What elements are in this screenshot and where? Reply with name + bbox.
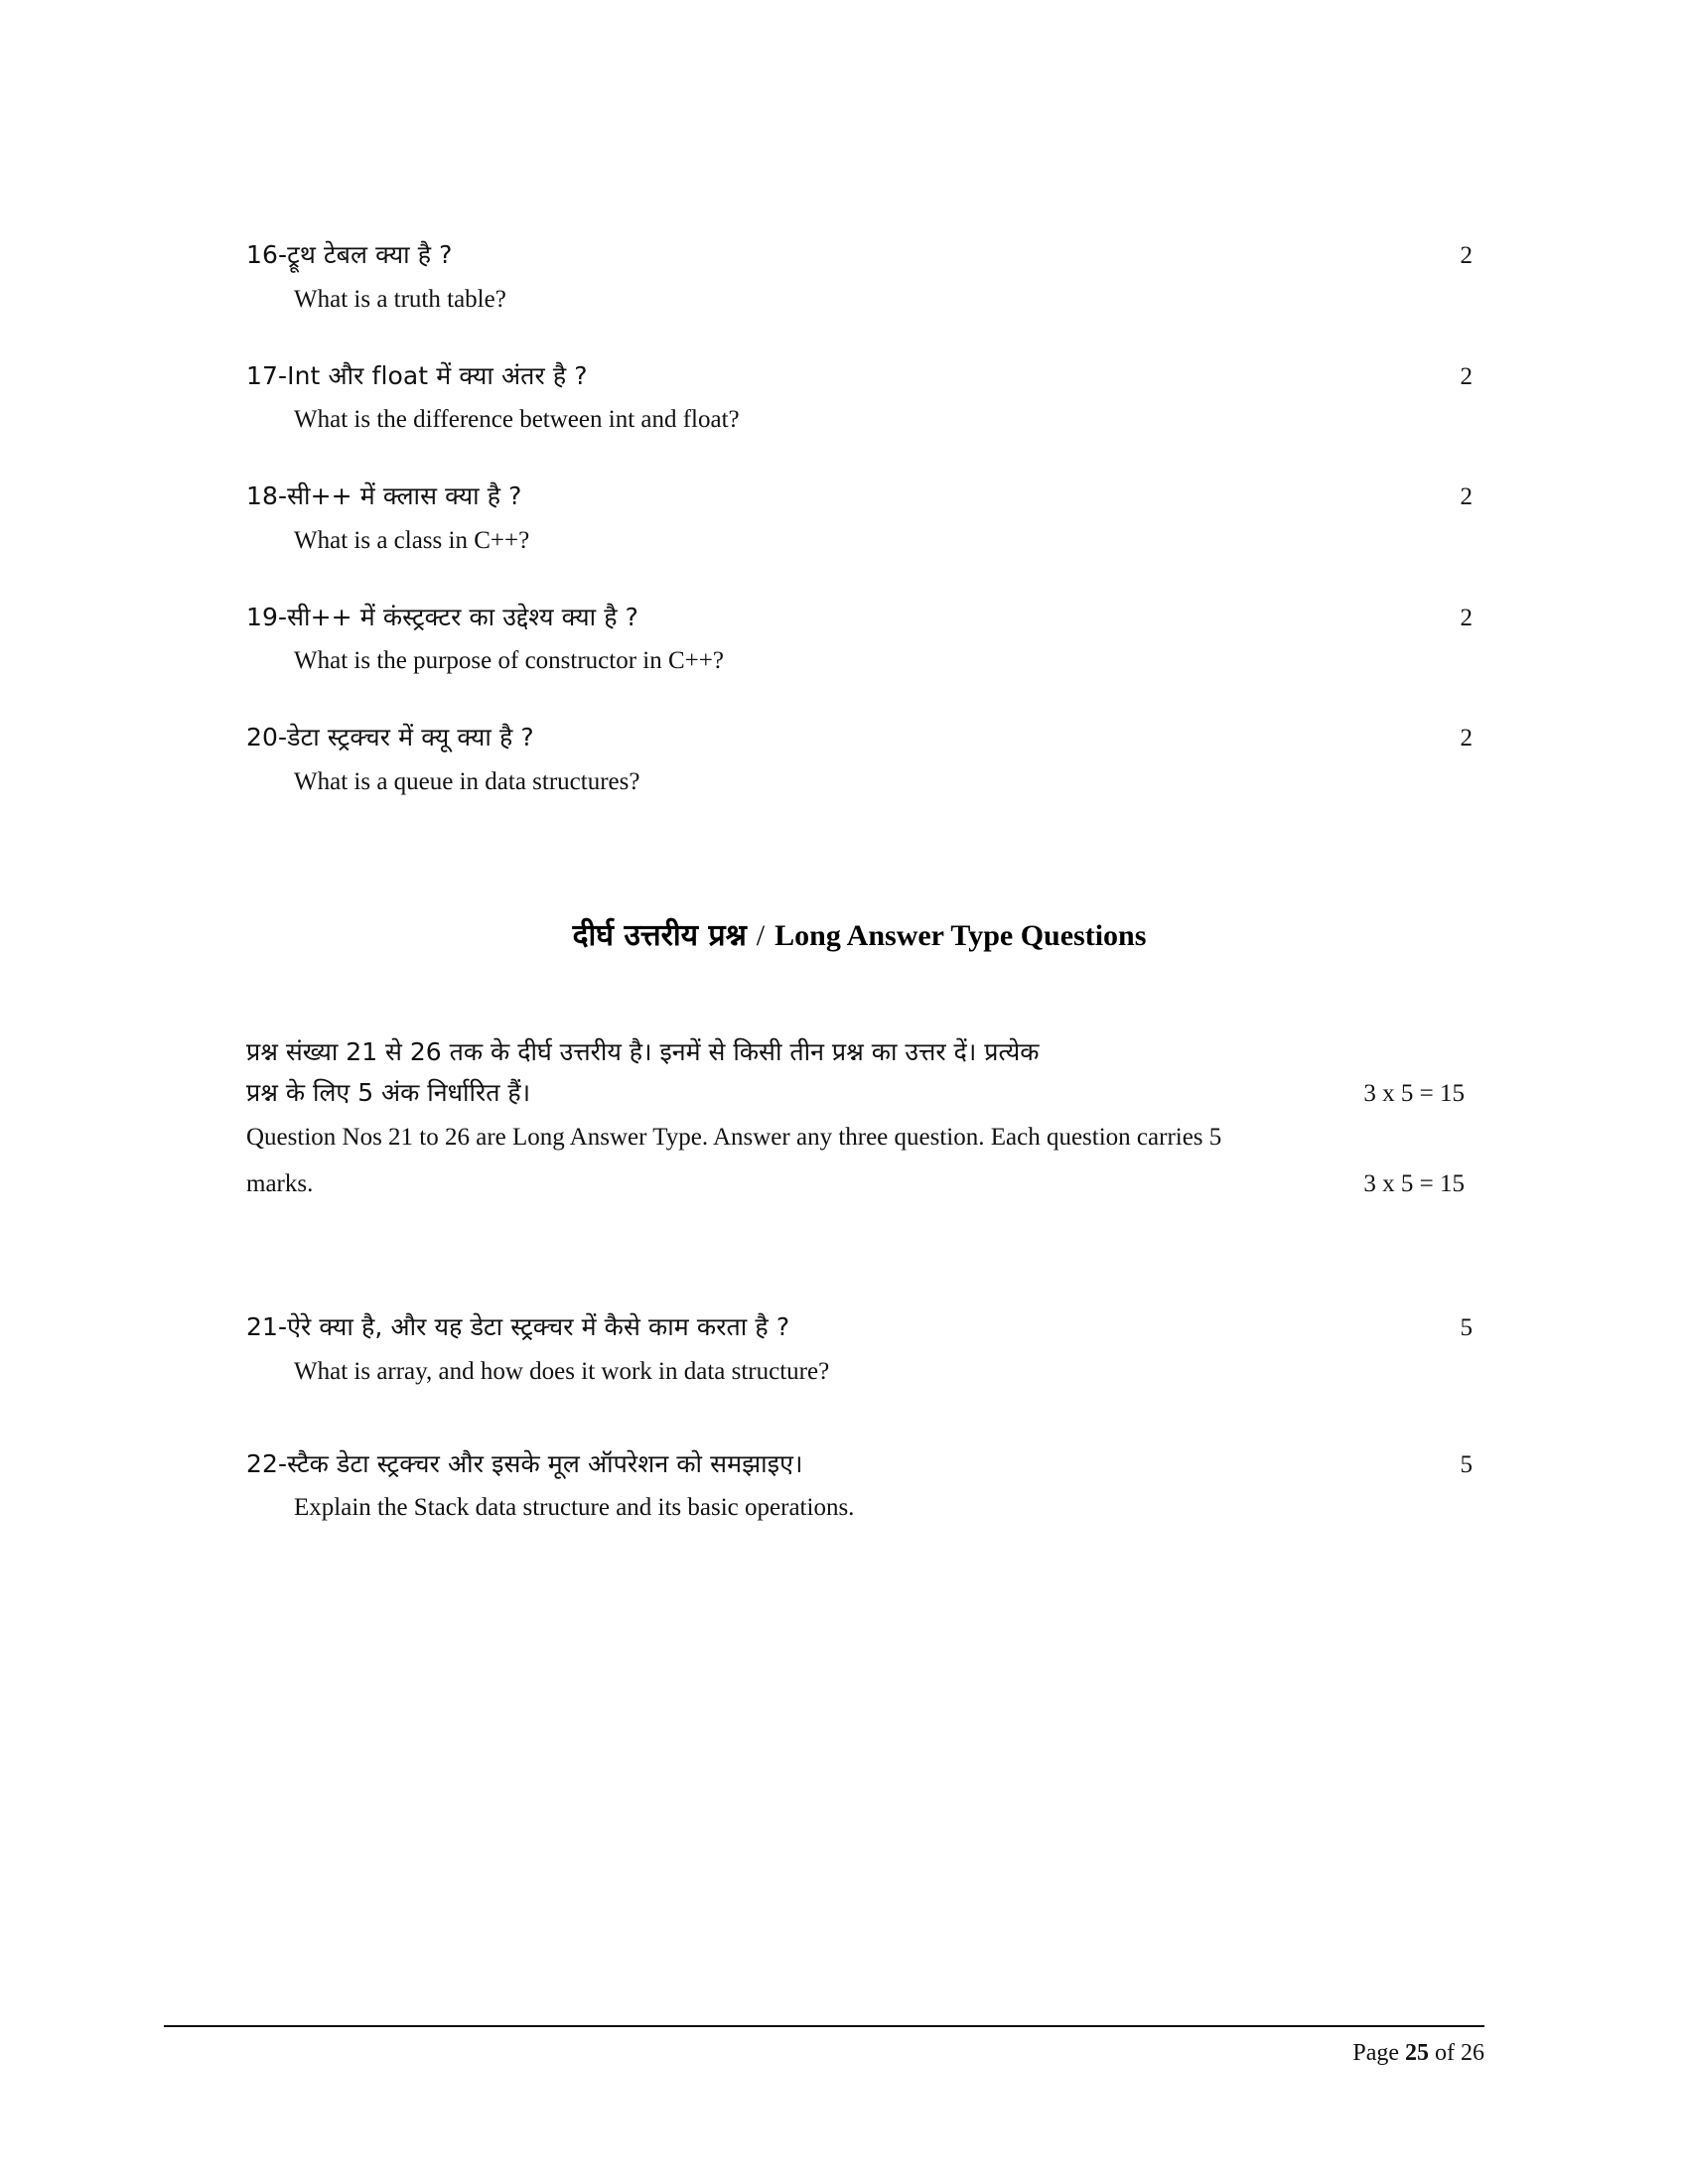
footer-current-page: 25 [1405, 2040, 1429, 2066]
question-row [246, 719, 1473, 756]
question-text-english: What is the difference between int and float? [294, 406, 740, 433]
question-marks: 2 [1460, 725, 1473, 751]
instructions-hindi-line1: प्रश्न संख्या 21 से 26 तक के दीर्घ उत्तरीय है। इनमें से किसी तीन प्रश्न का उत्तर दें। प्रत्येक [246, 1036, 1040, 1066]
section-heading-hindi: दीर्घ उत्तरीय प्रश्न [572, 917, 747, 953]
page-footer [1352, 2040, 1484, 2067]
question-item [246, 236, 1473, 314]
question-text-english: What is array, and how does it work in data structure? [294, 1357, 830, 1385]
question-item [246, 478, 1473, 555]
question-marks: 2 [1460, 242, 1473, 269]
instructions-block [246, 1029, 1473, 1204]
footer-total-pages: 26 [1461, 2040, 1484, 2066]
question-item [246, 1308, 1473, 1386]
question-marks: 2 [1460, 362, 1473, 390]
question-text-english: What is the purpose of constructor in C++? [294, 647, 724, 674]
instructions-english-marks: 3 x 5 = 15 [1363, 1169, 1465, 1197]
page-content [246, 236, 1473, 1581]
question-row [246, 357, 1473, 395]
question-text-english: What is a class in C++? [294, 526, 530, 554]
question-row [246, 478, 1473, 515]
question-text-english: Explain the Stack data structure and its basic operations. [294, 1494, 855, 1522]
question-item [246, 1445, 1473, 1523]
question-row [246, 1445, 1473, 1483]
question-marks: 5 [1460, 1450, 1473, 1478]
question-row [246, 599, 1473, 636]
section-heading-english: Long Answer Type Questions [774, 918, 1147, 952]
question-text-english: What is a queue in data structures? [294, 767, 640, 795]
instructions-hindi-line2-row [246, 1075, 1473, 1109]
section-heading-separator: / [756, 918, 766, 952]
instructions-english-line2: marks. [246, 1169, 314, 1197]
question-text-hindi: 18-सी++ में क्लास क्या है ? [246, 481, 522, 510]
question-item [246, 599, 1473, 676]
question-text-english: What is a truth table? [294, 285, 506, 313]
question-marks: 2 [1460, 483, 1473, 510]
question-text-hindi: 16-ट्रूथ टेबल क्या है ? [246, 240, 453, 269]
question-marks: 2 [1460, 604, 1473, 631]
question-item [246, 719, 1473, 796]
question-row [246, 236, 1473, 274]
question-text-hindi: 21-ऐरे क्या है, और यह डेटा स्ट्रक्चर में कैसे काम करता है ? [246, 1312, 790, 1342]
section-heading [246, 913, 1473, 954]
question-text-hindi: 22-स्टैक डेटा स्ट्रक्चर और इसके मूल ऑपरेशन को समझाइए। [246, 1448, 803, 1478]
question-text-hindi: 17-Int और float में क्या अंतर है ? [246, 360, 588, 390]
footer-prefix: Page [1352, 2040, 1399, 2066]
question-marks: 5 [1460, 1314, 1473, 1342]
footer-middle: of [1435, 2040, 1455, 2066]
spacer [246, 1213, 1473, 1308]
question-item [246, 357, 1473, 435]
instructions-english-line2-row [246, 1165, 1473, 1204]
question-text-hindi: 19-सी++ में कंस्ट्रक्टर का उद्देश्य क्या है ? [246, 602, 639, 631]
instructions-english-line1: Question Nos 21 to 26 are Long Answer Type. Answer any three question. Each question carries 5 [246, 1123, 1222, 1151]
question-text-hindi: 20-डेटा स्ट्रक्चर में क्यू क्या है ? [246, 723, 534, 751]
instructions-hindi-marks: 3 x 5 = 15 [1363, 1079, 1465, 1107]
instructions-hindi-line2: प्रश्न के लिए 5 अंक निर्धारित हैं। [246, 1077, 531, 1107]
question-row [246, 1308, 1473, 1346]
footer-divider [164, 2025, 1484, 2027]
